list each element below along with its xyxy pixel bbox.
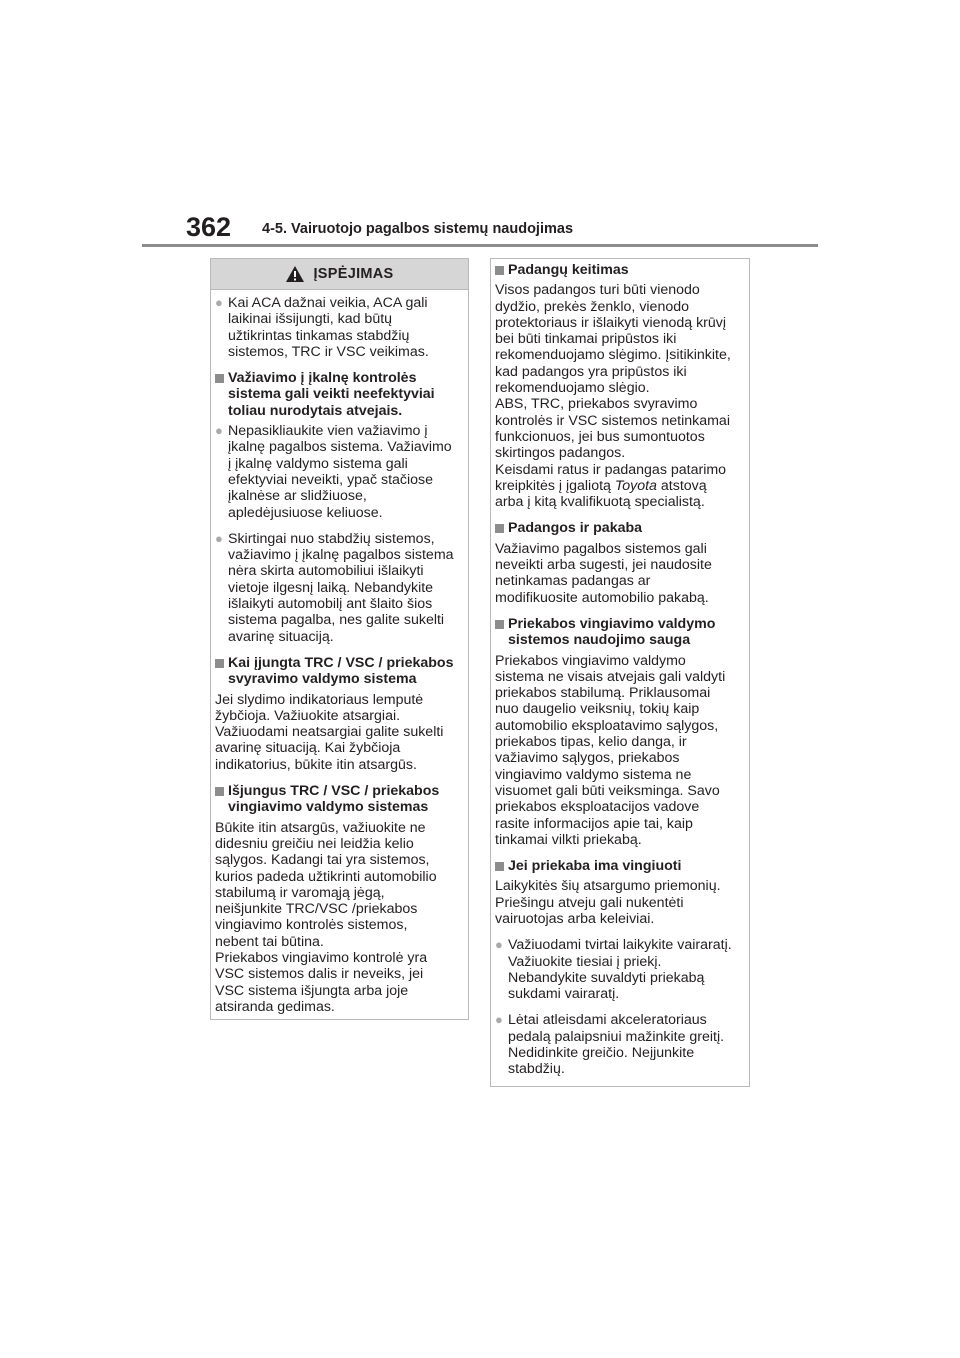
bullet-item bbox=[495, 1012, 741, 1077]
section-heading-text: Važiavimo į įkalnę kontrolės sistema gali veikti neefektyviai toliau nurodytais atvejais. bbox=[228, 370, 435, 419]
section-heading-text: Kai įjungta TRC / VSC / priekabos svyravimo valdymo sistema bbox=[228, 654, 454, 688]
page-number: 362 bbox=[186, 212, 232, 242]
warning-content bbox=[211, 290, 468, 1015]
warning-continuation-box bbox=[490, 258, 750, 1087]
section-square-icon bbox=[495, 862, 504, 871]
section-heading bbox=[215, 655, 458, 688]
section-heading-text: Jei priekaba ima vingiuoti bbox=[508, 858, 682, 875]
warning-box bbox=[210, 258, 469, 1020]
section-body: Būkite itin atsargūs, važiuokite ne didesniu greičiu nei leidžia kelio sąlygos. Kadangi tai yra sistemos, kurios padeda užtikrinti automobilio stabilumą ir varomąją jėgą, neišjunkite TRC/VSC /priekabos vingiavimo kontrolės sistemos, nebent tai būtina. Priekabos vingiavimo kontrolė yra VSC sistemos dalis ir neveiks, jei VSC sistema išjungta arba joje atsiranda gedimas. bbox=[215, 819, 437, 1015]
bullet-item bbox=[215, 423, 458, 521]
section-body bbox=[495, 282, 741, 510]
section-square-icon bbox=[215, 659, 224, 668]
section-body: Laikykitės šių atsargumo priemonių. Priešingu atveju gali nukentėti vairuotojas arba keleiviai. bbox=[495, 878, 721, 927]
bullet-item bbox=[215, 295, 458, 360]
bullet-dot-icon: ● bbox=[495, 937, 503, 953]
header-rule bbox=[142, 244, 818, 247]
bullet-item bbox=[495, 937, 741, 1002]
bullet-dot-icon: ● bbox=[215, 530, 223, 546]
warning-title: ĮSPĖJIMAS bbox=[313, 265, 394, 282]
section-square-icon bbox=[215, 374, 224, 383]
bullet-dot-icon: ● bbox=[215, 295, 223, 310]
bullet-text: Skirtingai nuo stabdžių sistemos, važiavimo į įkalnę pagalbos sistema nėra skirta automobiliui išlaikyti vietoje ilgesnį laiką. Nebandykite išlaikyti automobilį ant šlaito šios sistema pagalba, nes galite sukelti avarinę situaciją. bbox=[228, 530, 454, 645]
section-heading bbox=[495, 616, 741, 649]
section-square-icon bbox=[495, 620, 504, 629]
section-square-icon bbox=[495, 524, 504, 533]
section-square-icon bbox=[495, 266, 504, 275]
section-heading bbox=[495, 262, 741, 278]
bullet-text: Važiuodami tvirtai laikykite vairaratį. Važiuokite tiesiai į priekį. Nebandykite suvaldyti priekabą sukdami vairaratį. bbox=[508, 937, 732, 1003]
continuation-content bbox=[491, 259, 749, 1078]
warning-triangle-icon bbox=[285, 265, 305, 283]
section-heading bbox=[495, 520, 741, 536]
section-heading-text: Išjungus TRC / VSC / priekabos vingiavimo valdymo sistemas bbox=[228, 783, 440, 816]
section-heading bbox=[215, 783, 458, 816]
body-text: Visos padangos turi būti vienodo dydžio, prekės ženklo, vienodo protektoriaus ir išlaikyti vienodą krūvį bei būti tinkamai pripūstos iki rekomenduojamo slėgimo. Įsitikinkite, kad padangos yra pripūstos iki rekomenduojamo slėgio. ABS, TRC, priekabos svyravimo kontrolės ir VSC sistemos netinkamai funkcionuos, jei bus sumontuotos skirtingos padangos. Keisdami ratus ir padangas patarimo kreipkitės į įgaliotą bbox=[495, 282, 731, 494]
section-heading bbox=[215, 370, 458, 419]
body-text: atstovą arba į kitą kvalifikuotą specialistą. bbox=[495, 477, 707, 511]
bullet-item bbox=[215, 531, 458, 645]
bullet-text: Kai ACA dažnai veikia, ACA gali laikinai išsijungti, kad būtų užtikrintas tinkamas stabdžių sistemos, TRC ir VSC veikimas. bbox=[228, 295, 429, 360]
section-heading-text: Padangų keitimas bbox=[508, 262, 629, 278]
brand-name: Toyota bbox=[614, 477, 657, 494]
section-body: Priekabos vingiavimo valdymo sistema ne visais atvejais gali valdyti priekabos stabilumą. Priklausomai nuo daugelio veiksnių, tokių kaip automobilio eksploatavimo sąlygos, priekabos tipas, kelio danga, ir važiavimo sąlygos, priekabos vingiavimo valdymo sistema ne visuomet gali būti veiksminga. Savo priekabos eksploatacijos vadove rasite informacijos apie tai, kaip tinkamai vilkti priekabą. bbox=[495, 652, 726, 848]
section-body: Jei slydimo indikatoriaus lemputė žybčioja. Važiuokite atsargiai. Važiuodami neatsargiai galite sukelti avarinę situaciją. Kai žybčioja indikatorius, būkite itin atsargūs. bbox=[215, 691, 444, 773]
bullet-text: Lėtai atleisdami akceleratoriaus pedalą palaipsniui mažinkite greitį. Nedidinkite greičio. Neįjunkite stabdžių. bbox=[508, 1012, 725, 1078]
bullet-dot-icon: ● bbox=[215, 423, 223, 439]
warning-header bbox=[211, 259, 468, 290]
section-body: Važiavimo pagalbos sistemos gali neveikti arba sugesti, jei naudosite netinkamas padangas ar modifikuosite automobilio pakabą. bbox=[495, 540, 712, 606]
section-heading bbox=[495, 858, 741, 874]
chapter-title: 4-5. Vairuotojo pagalbos sistemų naudojimas bbox=[262, 221, 574, 237]
section-square-icon bbox=[215, 787, 224, 796]
bullet-dot-icon: ● bbox=[495, 1012, 503, 1028]
section-heading-text: Padangos ir pakaba bbox=[508, 520, 643, 537]
bullet-text: Nepasikliaukite vien važiavimo į įkalnę pagalbos sistema. Važiavimo į įkalnę valdymo sistema gali efektyviai neveikti, ypač stačiose įkalnėse ar slidžiuose, apledėjusiuose keliuose. bbox=[228, 423, 452, 521]
section-heading-text: Priekabos vingiavimo valdymo sistemos naudojimo sauga bbox=[508, 615, 716, 649]
